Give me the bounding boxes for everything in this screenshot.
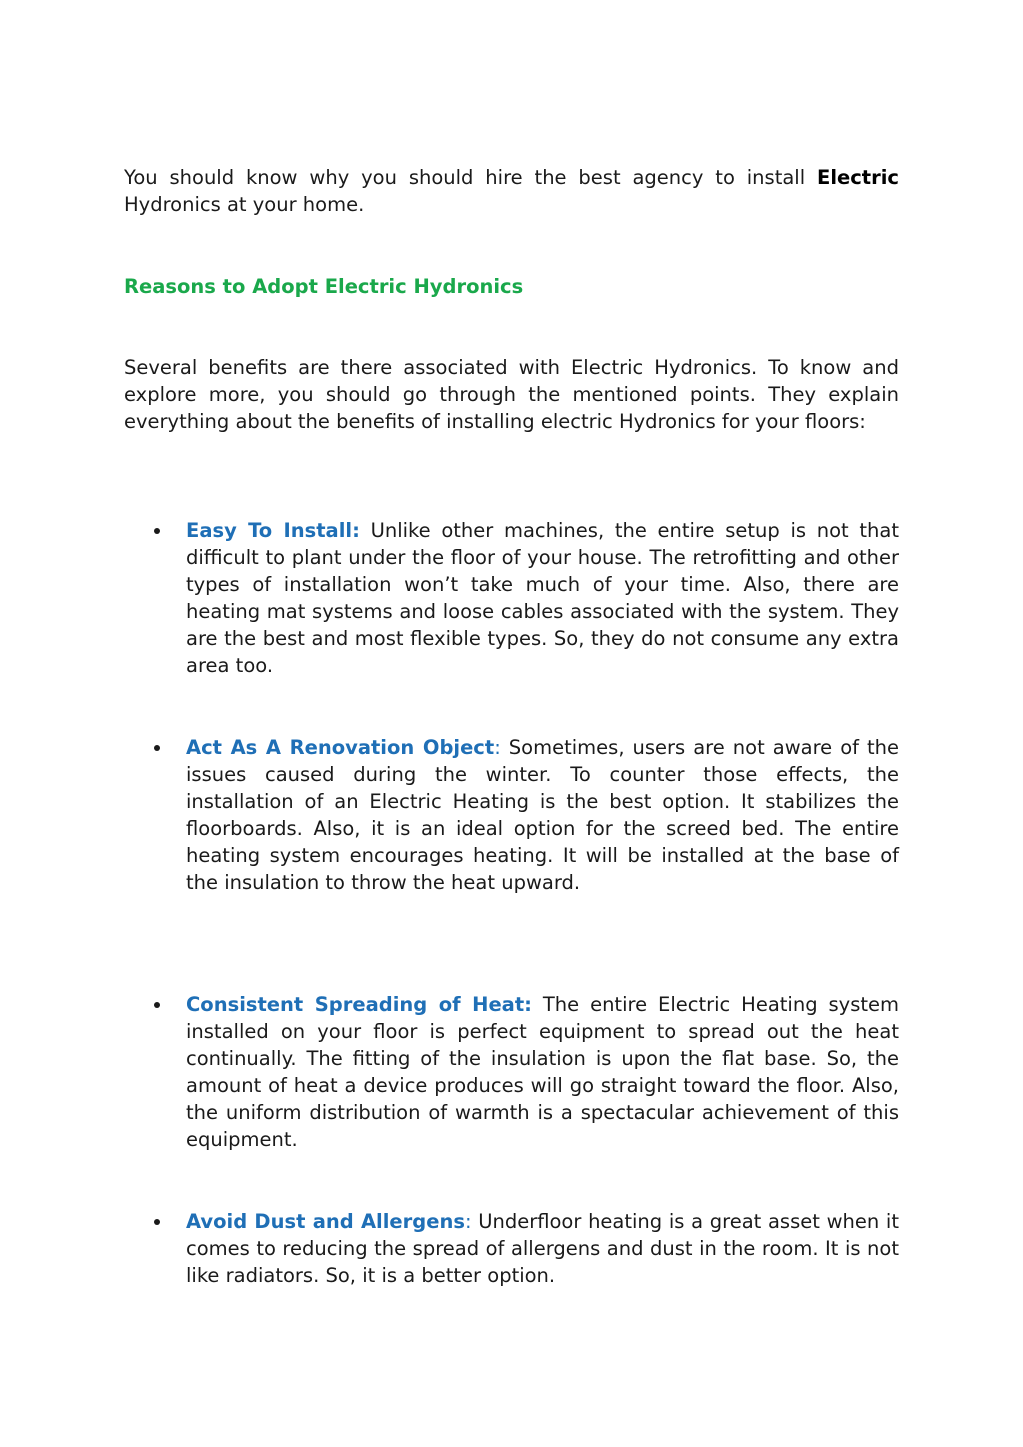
bullet-term: Avoid Dust and Allergens [186, 1210, 465, 1233]
section-heading: Reasons to Adopt Electric Hydronics [124, 275, 524, 298]
bullet-icon [154, 1002, 160, 1008]
list-item [186, 1208, 899, 1289]
bullet-term: Easy To Install: [186, 519, 360, 542]
list-item [186, 734, 899, 896]
body-paragraph: Several benefits are there associated with Electric Hydronics. To know and explore more, you should go through the mentioned points. They explain everything about the benefits of installing electric Hydronics for your floors: [124, 356, 899, 433]
bullet-body: Sometimes, users are not aware of the issues caused during the winter. To counter those effects, the installation of an Electric Heating is the best option. It stabilizes the floorboards. Also, it is an ideal option for the screed bed. The entire heating system encourages heating. It will be installed at the base of the insulation to throw the heat upward. [186, 736, 900, 894]
bullet-icon [154, 745, 160, 751]
bullet-icon [154, 528, 160, 534]
bullet-body: Unlike other machines, the entire setup is not that difficult to plant under the floor of your house. The retrofitting and other types of installation won’t take much of your time. Also, there are heating mat systems and loose cables associated with the system. They are the best and most flexible types. So, they do not consume any extra area too. [186, 519, 899, 677]
intro-bold-term: Electric [817, 166, 899, 189]
intro-text-after: Hydronics at your home. [124, 193, 365, 216]
bullet-term: Act As A Renovation Object [186, 736, 495, 759]
intro-text-before: You should know why you should hire the best agency to install [124, 166, 818, 189]
bullet-separator: : [494, 736, 501, 759]
bullet-body: The entire Electric Heating system installed on your floor is perfect equipment to spread out the heat continually. The fitting of the insulation is upon the flat base. So, the amount of heat a device produces will go straight toward the floor. Also, the uniform distribution of warmth is a spectacular achievement of this equipment. [186, 993, 900, 1151]
document-page [124, 164, 900, 1287]
bullet-body: Underfloor heating is a great asset when it comes to reducing the spread of allergens and dust in the room. It is not like radiators. So, it is a better option. [186, 1210, 899, 1287]
bullet-term: Consistent Spreading of Heat: [186, 993, 532, 1016]
intro-paragraph [124, 164, 899, 218]
bullet-separator: : [464, 1210, 472, 1233]
list-item [186, 991, 899, 1153]
list-item [186, 517, 899, 679]
bullet-icon [154, 1219, 160, 1225]
